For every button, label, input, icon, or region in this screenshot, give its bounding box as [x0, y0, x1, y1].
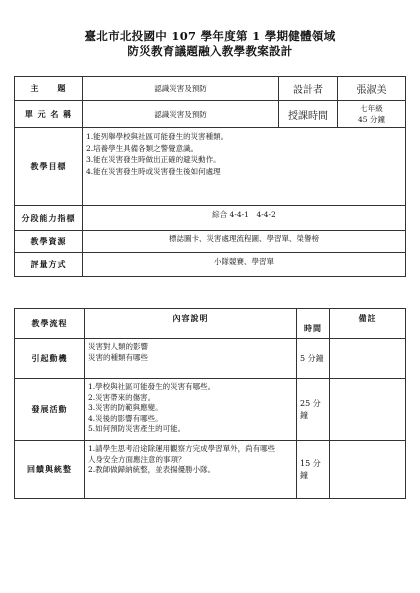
resources-value: 標誌圖卡、災害處理流程圖、學習單、榮譽榜: [83, 231, 406, 253]
content-line: 1.學校與社區可能發生的災害有哪些。: [88, 382, 216, 391]
indicator-label: 分段能力指標: [15, 206, 83, 231]
assessment-value: 小隊競賽、學習單: [83, 253, 406, 277]
content-line: 4.災後的影響有哪些。: [88, 413, 163, 423]
designer-label: 設計者: [279, 77, 338, 101]
title-line-2: 防災教育議題融入教學教案設計: [127, 44, 293, 58]
lesson-info-table: [14, 76, 406, 277]
time-development: 25 分鐘: [297, 379, 330, 441]
flow-development: 發展活動: [15, 379, 85, 441]
unit-label: 單 元 名 稱: [15, 101, 83, 128]
content-line: 2.教師做歸納統整，並表揚優勝小隊。: [88, 465, 216, 474]
remark-intro: [330, 339, 406, 379]
theme-label: 主 題: [15, 77, 83, 101]
teaching-process-table: [14, 308, 406, 499]
content-line: 災害對人類的影響: [88, 342, 148, 351]
resources-label: 教學資源: [15, 231, 83, 253]
time-grade: 七年級: [360, 104, 383, 113]
time-intro: 5 分鐘: [297, 339, 330, 379]
content-line: 人身安全方面應注意的事項？: [88, 454, 186, 464]
designer-value: 張淑美: [338, 77, 406, 101]
theme-value: 認識災害及預防: [83, 77, 279, 101]
document-title: [0, 29, 420, 59]
objective-item: 3.能在災害發生時做出正確的避災動作。: [86, 155, 221, 164]
content-line: 1.請學生思考沿途除運用觀察方完成學習單外，尚有哪些: [88, 444, 276, 453]
unit-value: 認識災害及預防: [83, 101, 279, 128]
time-label: 授課時間: [279, 101, 338, 128]
objective-item: 4.能在災害發生時或災害發生後如何處理: [86, 166, 221, 176]
content-development: [85, 379, 297, 441]
title-line-1: 臺北市北投國中 107 學年度第 1 學期健體領域: [84, 29, 336, 43]
header-time: 時間: [297, 309, 330, 339]
time-feedback: 15 分鐘: [297, 441, 330, 499]
objective-item: 1.能列舉學校與社區可能發生的災害種類。: [86, 132, 229, 141]
time-minutes: 45 分鐘: [358, 115, 385, 124]
indicator-value: 綜合 4-4-1 4-4-2: [83, 206, 406, 231]
content-feedback: [85, 441, 297, 499]
content-line: 5.如何預防災害產生的可能。: [88, 424, 186, 433]
time-value: [338, 101, 406, 128]
content-line: 3.災害的防範與應變。: [88, 403, 163, 412]
objective-item: 2.培養學生具備各類之警覺意識。: [86, 143, 199, 153]
content-line: 2.災害帶來的傷害。: [88, 392, 156, 402]
content-intro: [85, 339, 297, 379]
header-remark: 備註: [330, 309, 406, 339]
flow-feedback: 回饋與統整: [15, 441, 85, 499]
assessment-label: 評量方式: [15, 253, 83, 277]
content-line: 災害的種類有哪些: [88, 352, 148, 362]
objectives-label: 教學目標: [15, 128, 83, 206]
remark-feedback: [330, 441, 406, 499]
header-flow: 教學流程: [15, 309, 85, 339]
objectives-cell: [83, 128, 406, 206]
flow-intro: 引起動機: [15, 339, 85, 379]
remark-development: [330, 379, 406, 441]
header-content: 內容說明: [85, 309, 297, 339]
